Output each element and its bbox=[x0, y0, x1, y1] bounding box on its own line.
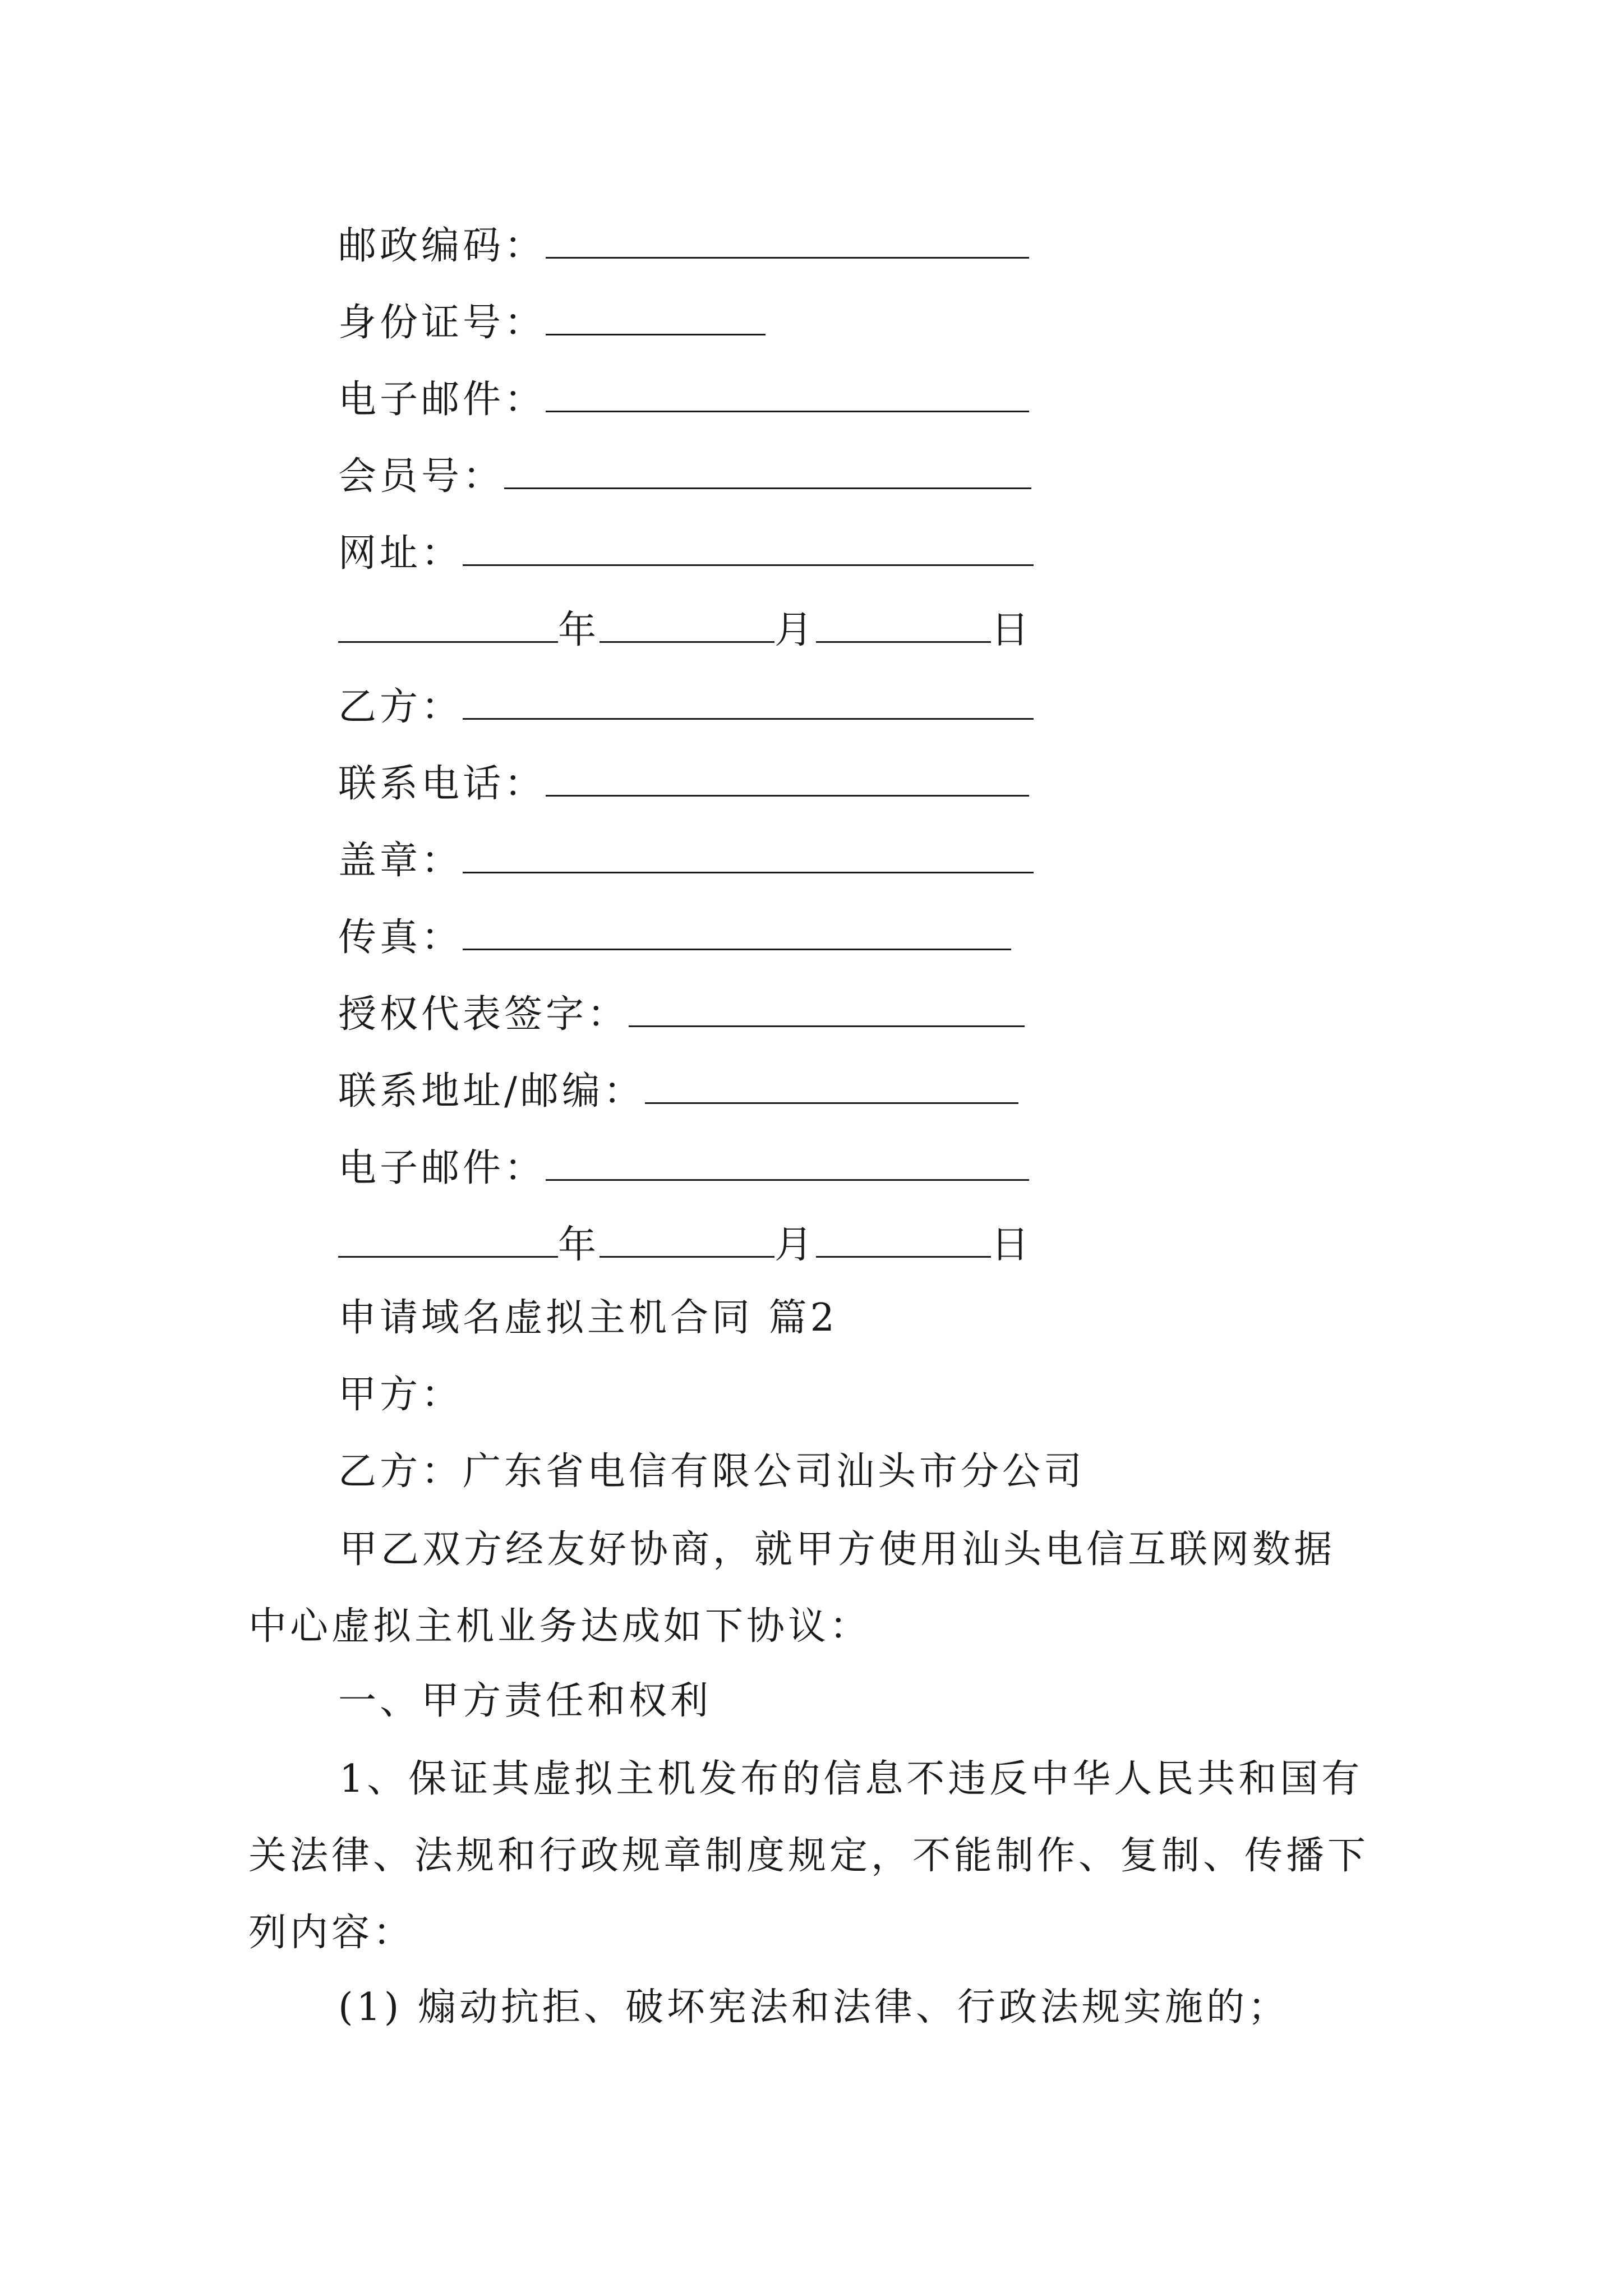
date-year: 年 bbox=[558, 608, 600, 652]
form-field-postal-code bbox=[338, 223, 1029, 268]
form-field-address bbox=[338, 1069, 1018, 1114]
blank-line bbox=[338, 608, 558, 643]
date-day: 日 bbox=[991, 1223, 1033, 1267]
form-field-member-number bbox=[338, 454, 1031, 499]
clause-item-1: (1) 煽动抗拒、破坏宪法和法律、行政法规实施的； bbox=[338, 1985, 1289, 2030]
date-line bbox=[338, 608, 1032, 650]
blank-line bbox=[546, 1145, 1029, 1181]
date-month: 月 bbox=[774, 608, 817, 652]
form-field-seal bbox=[338, 838, 1034, 883]
field-label: 乙方： bbox=[338, 685, 463, 729]
blank-line bbox=[338, 1222, 558, 1258]
field-label: 电子邮件： bbox=[338, 1146, 546, 1190]
blank-line bbox=[816, 1222, 991, 1258]
blank-line bbox=[546, 223, 1029, 259]
blank-line bbox=[463, 838, 1034, 873]
form-field-party-b bbox=[338, 684, 1034, 729]
party-a-label: 甲方： bbox=[338, 1373, 463, 1417]
field-label: 盖章： bbox=[338, 839, 463, 883]
blank-line bbox=[463, 684, 1034, 720]
field-label: 授权代表签字： bbox=[338, 992, 629, 1037]
blank-line bbox=[600, 608, 774, 643]
blank-line bbox=[546, 300, 766, 335]
blank-line bbox=[645, 1069, 1018, 1104]
intro-paragraph: 甲乙双方经友好协商，就甲方使用汕头电信互联网数据中心虚拟主机业务达成如下协议： bbox=[248, 1527, 1336, 1649]
form-field-email bbox=[338, 377, 1029, 422]
field-label: 电子邮件： bbox=[338, 378, 546, 422]
field-label: 联系地址/邮编： bbox=[338, 1069, 645, 1114]
date-line bbox=[338, 1222, 1033, 1267]
date-month: 月 bbox=[774, 1223, 817, 1267]
blank-line bbox=[463, 915, 1011, 950]
field-label: 身份证号： bbox=[338, 301, 546, 345]
form-field-id-number bbox=[338, 300, 766, 345]
date-year: 年 bbox=[558, 1223, 600, 1267]
field-label: 传真： bbox=[338, 915, 463, 960]
blank-line bbox=[600, 1222, 774, 1258]
blank-line bbox=[816, 608, 991, 643]
blank-line bbox=[463, 531, 1034, 566]
section-title: 申请域名虚拟主机合同 篇2 bbox=[338, 1296, 838, 1340]
blank-line bbox=[629, 992, 1025, 1027]
form-field-website bbox=[338, 531, 1034, 576]
field-label: 联系电话： bbox=[338, 762, 546, 806]
form-field-phone bbox=[338, 761, 1029, 806]
date-day: 日 bbox=[991, 608, 1033, 652]
blank-line bbox=[546, 377, 1029, 412]
field-label: 邮政编码： bbox=[338, 224, 546, 268]
field-label: 网址： bbox=[338, 531, 463, 576]
form-field-email-b bbox=[338, 1145, 1029, 1188]
blank-line bbox=[546, 761, 1029, 797]
party-b-line: 乙方：广东省电信有限公司汕头市分公司 bbox=[338, 1450, 1086, 1494]
form-field-fax bbox=[338, 915, 1011, 960]
field-label: 会员号： bbox=[338, 454, 505, 499]
blank-line bbox=[504, 454, 1031, 489]
heading-party-a-duties: 一、甲方责任和权利 bbox=[338, 1679, 712, 1723]
form-field-signature bbox=[338, 992, 1025, 1037]
clause-1: 1、保证其虚拟主机发布的信息不违反中华人民共和国有关法律、法规和行政规章制度规定，不能制作、复制、传播下列内容： bbox=[248, 1757, 1370, 1955]
